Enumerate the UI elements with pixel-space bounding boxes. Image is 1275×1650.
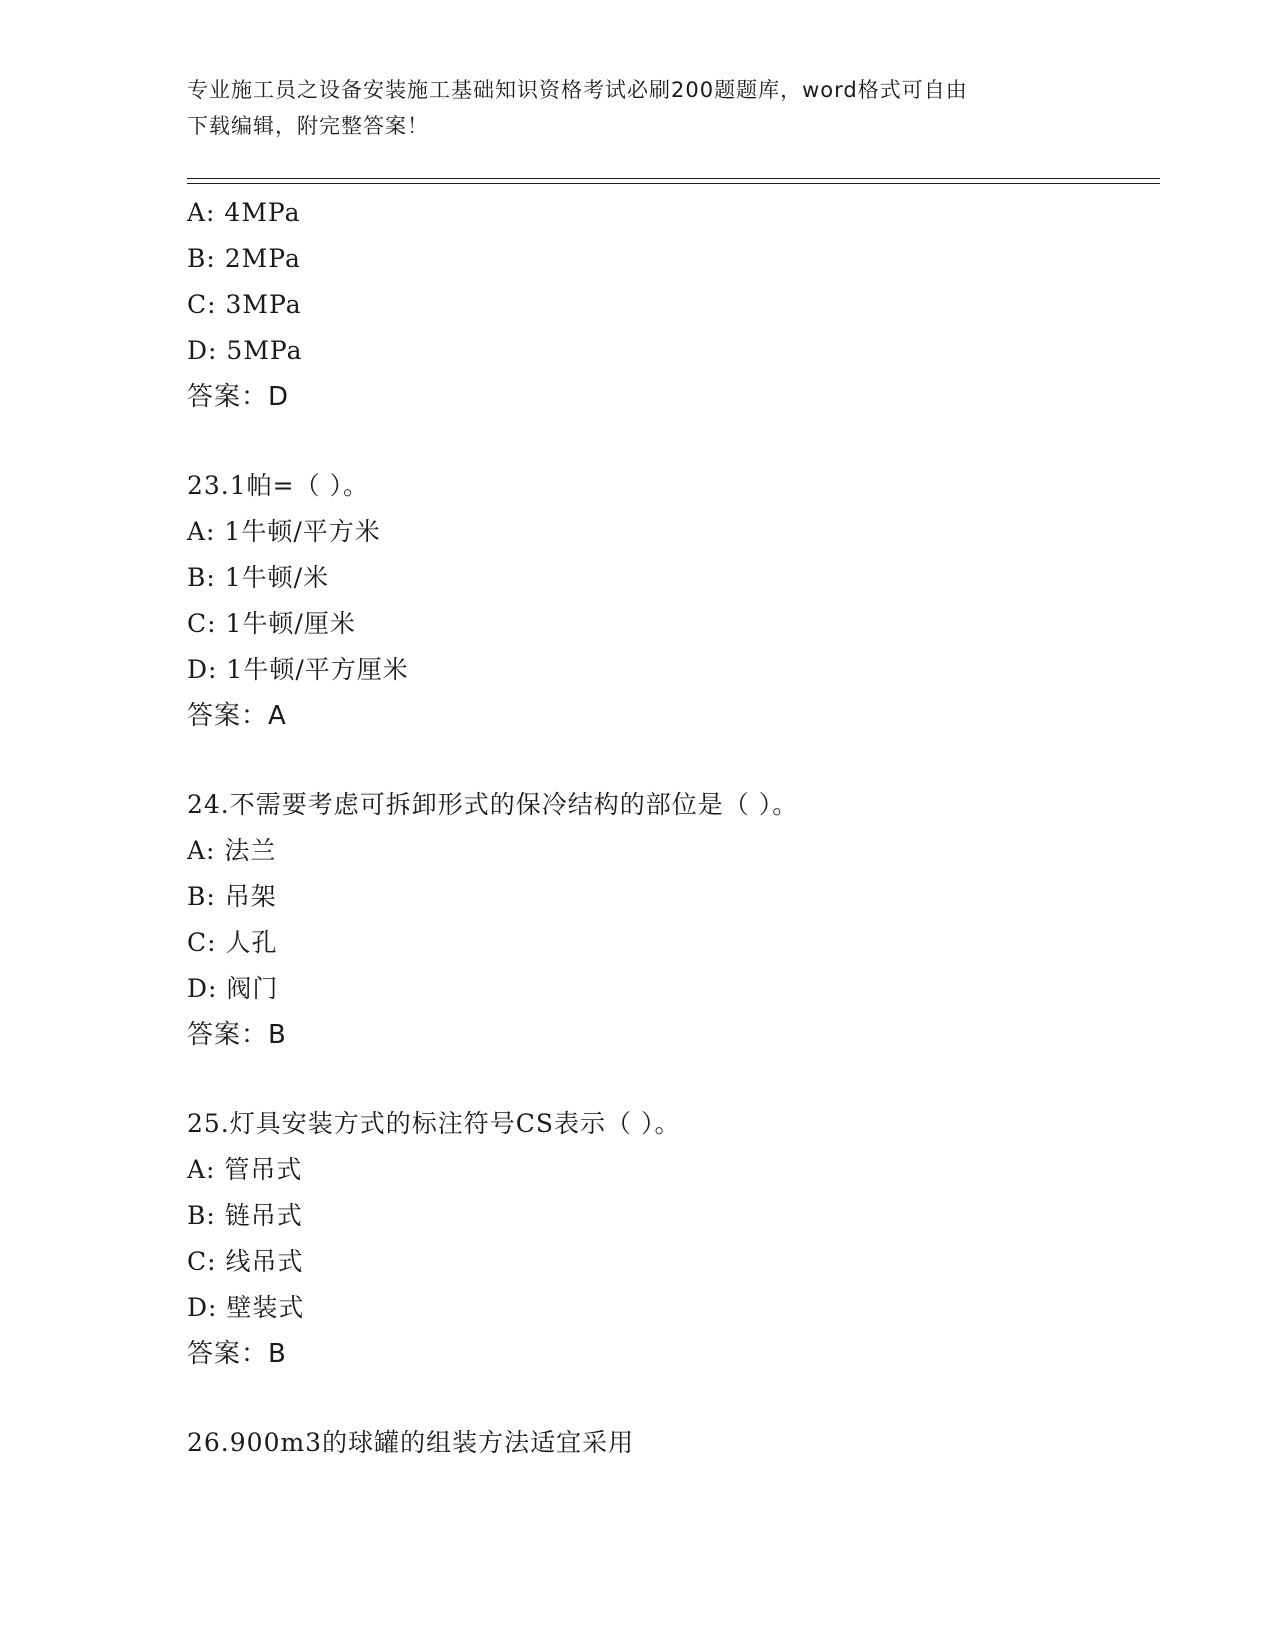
question-23-block <box>187 463 1147 739</box>
question-text: 23.1帕=（ ）。 <box>187 471 370 500</box>
option-c: C: 线吊式 <box>187 1247 304 1276</box>
question-26-block <box>187 1420 1147 1466</box>
answer-line: 答案：A <box>187 701 287 731</box>
document-header <box>187 72 1087 144</box>
answer-line: 答案：B <box>187 1339 287 1369</box>
spacer <box>187 420 1147 463</box>
header-line-2: 下载编辑，附完整答案！ <box>187 114 429 138</box>
header-rule-top <box>187 178 1160 179</box>
question-text: 24.不需要考虑可拆卸形式的保冷结构的部位是（ ）。 <box>187 790 799 819</box>
spacer <box>187 739 1147 782</box>
option-d: D: 5MPa <box>187 336 303 365</box>
question-25-block <box>187 1101 1147 1377</box>
option-d: D: 阀门 <box>187 974 279 1003</box>
answer-line: 答案：D <box>187 382 290 412</box>
header-rule-bottom <box>187 183 1160 184</box>
spacer <box>187 1058 1147 1101</box>
option-b: B: 2MPa <box>187 244 301 273</box>
option-a: A: 法兰 <box>187 836 277 865</box>
option-a: A: 1牛顿/平方米 <box>187 517 381 546</box>
option-c: C: 1牛顿/厘米 <box>187 609 356 638</box>
question-24-block <box>187 782 1147 1058</box>
question-text: 26.900m3的球罐的组装方法适宜采用 <box>187 1428 635 1457</box>
question-text: 25.灯具安装方式的标注符号CS表示（ ）。 <box>187 1109 681 1138</box>
option-b: B: 吊架 <box>187 882 277 911</box>
spacer <box>187 1377 1147 1420</box>
option-c: C: 3MPa <box>187 290 302 319</box>
header-line-1: 专业施工员之设备安装施工基础知识资格考试必刷200题题库，word格式可自由 <box>187 78 968 102</box>
option-d: D: 壁装式 <box>187 1293 305 1322</box>
answer-line: 答案：B <box>187 1020 287 1050</box>
question-22-block <box>187 190 1147 420</box>
option-d: D: 1牛顿/平方厘米 <box>187 655 409 684</box>
option-b: B: 链吊式 <box>187 1201 303 1230</box>
option-a: A: 管吊式 <box>187 1155 303 1184</box>
option-a: A: 4MPa <box>187 198 301 227</box>
option-b: B: 1牛顿/米 <box>187 563 330 592</box>
question-list <box>187 190 1147 1466</box>
option-c: C: 人孔 <box>187 928 278 957</box>
